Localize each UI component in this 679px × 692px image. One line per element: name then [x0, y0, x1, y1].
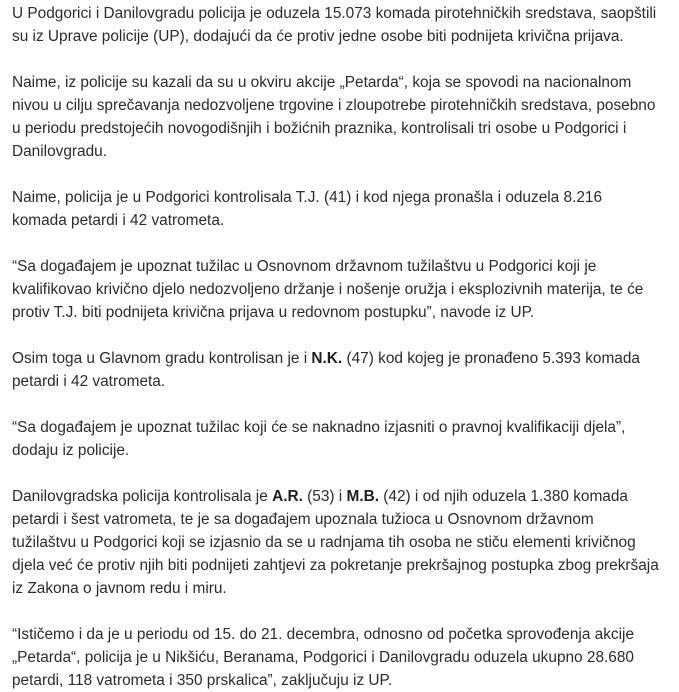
dg-text-mid: (53) i	[302, 488, 347, 505]
paragraph-summary-quote: “Ističemo i da je u periodu od 15. do 21. decembra, odnosno od početka sprovođenja akcije „Petarda“, policija je u Nikšiću, Beranama, Podgorici i Danilovgradu oduzela ukupno 28.680 petardi, 118 vatrometa i 350 prskalica”, zaključuju iz UP.	[12, 626, 635, 689]
dg-text-before: Danilovgradska policija kontrolisala je	[12, 488, 273, 505]
paragraph-action-petarda: Naime, iz policije su kazali da su u okviru akcije „Petarda“, koja se spovodi na nacionalnom nivou u cilju sprečavanja nedozvoljene trgovine i zloupotrebe pirotehničkih sredstava, posebno u periodu predstojećih novogodišnjih i božićnih praznika, kontrolisali tri osobe u Podgorici i Danilovgradu.	[12, 74, 656, 160]
paragraph-nk-control	[12, 347, 661, 393]
article-body	[0, 2, 679, 692]
paragraph-danilovgrad-control	[12, 485, 661, 600]
mb-name: M.B.	[346, 488, 379, 505]
nk-text-before: Osim toga u Glavnom gradu kontrolisan je i	[12, 350, 312, 367]
paragraph-tj-quote: “Sa događajem je upoznat tužilac u Osnovnom državnom tužilaštvu u Podgorici koji je kvalifikovao krivično djelo nedozvoljeno držanje i nošenje oružja i eksplozivnih materija, te će protiv T.J. biti podnijeta krivična prijava u redovnom postupku”, navode iz UP.	[12, 258, 644, 321]
ar-name: A.R.	[272, 488, 303, 505]
dg-text-after: (42) i od njih oduzela 1.380 komada petardi i šest vatrometa, te je sa događajem upoznala tužioca u Osnovnom državnom tužilaštvu u Podgorici koji se izjasnio da se u radnjama tih osoba ne stiču elementi krivičnog djela već će protiv njih biti podnijeti zahtjevi za pokretanje prekršajnog postupka zbog prekršaja iz Zakona o javnom redu i miru.	[12, 488, 659, 597]
paragraph-intro: U Podgorici i Danilovgradu policija je oduzela 15.073 komada pirotehničkih sredstava, saopštili su iz Uprave policije (UP), dodajući da će protiv jedne osobe biti podnijeta krivična prijava.	[12, 5, 657, 45]
paragraph-nk-quote: “Sa događajem je upoznat tužilac koji će se naknadno izjasniti o pravnoj kvalifikaciji djela”, dodaju iz policije.	[12, 419, 626, 459]
nk-text-after: (47) kod kojeg je pronađeno 5.393 komada petardi i 42 vatrometa.	[12, 350, 640, 390]
paragraph-tj-control: Naime, policija je u Podgorici kontrolisala T.J. (41) i kod njega pronašla i oduzela 8.216 komada petardi i 42 vatrometa.	[12, 189, 603, 229]
nk-name: N.K.	[311, 350, 343, 367]
